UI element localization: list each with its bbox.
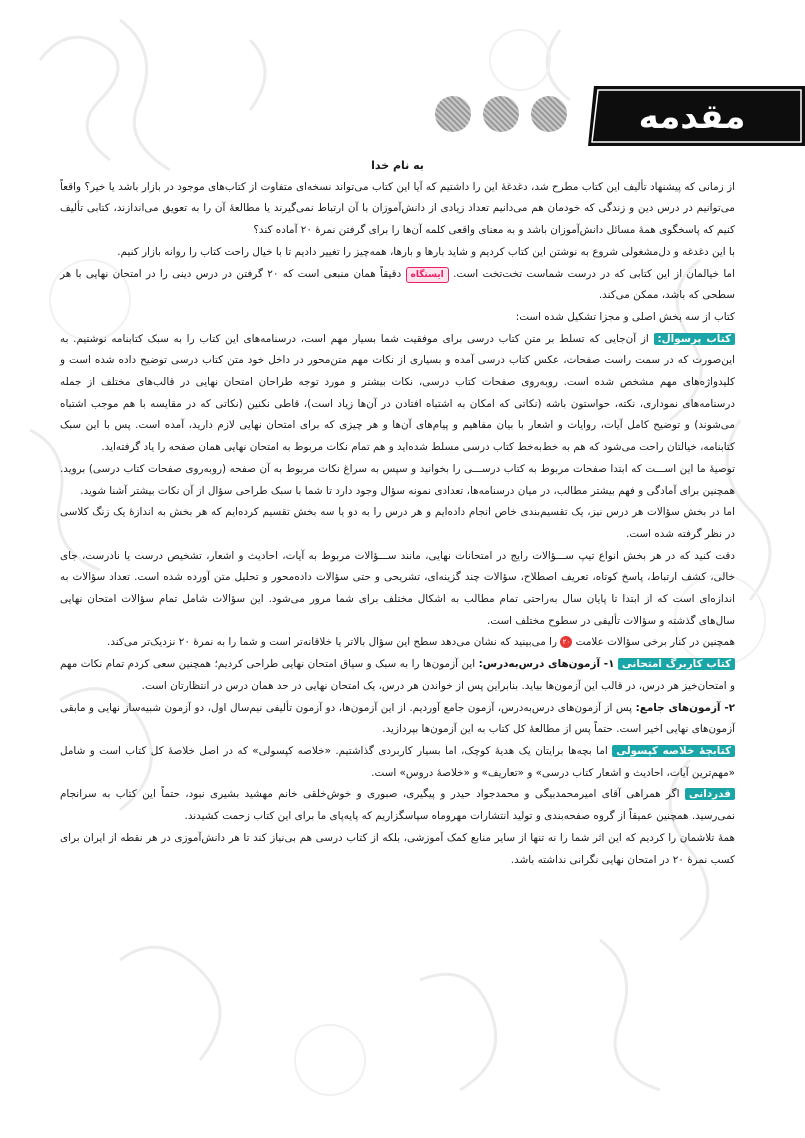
- dot: [483, 96, 519, 132]
- text: از آن‌جایی که تسلط بر متن کتاب درسی برای موفقیت شما بسیار مهم است، درسنامه‌های این کتاب را به سبک کتابنامه نوشتیم. به این‌صورت که در سمت راست صفحات، عکس کتاب درسی آمده و بسیاری از نکات مهم متن‌محور در داخل خود متن کتاب درسی توضیح داده شده است و کلیدواژه‌های مهم مشخص شده است. روبه‌روی صفحات کتاب درسی، نکات بیشتر و مورد توجه طراحان امتحان نهایی در قالب‌های مختلف از جمله درسنامه‌های نموداری، نکته، حواستون باشه (نکاتی که امکان به اشتباه افتادن در آن‌ها زیاد است)، قاطی نکنین (نکاتی که در مقایسه با هم موجب اشتباه می‌شوند) و توضیح کامل آیات، روایات و اشعار با بیان مفاهیم و پیام‌های آن‌ها و هر چیزی که برای امتحان نهایی لازم دارید، آمده است. پس با این سبک کتابنامه، خیالتان راحت می‌شود که هم به خط‌به‌خط کتاب درسی مسلط شده‌اید و هم تمام نکات مربوط به امتحان نهایی همان صفحه را یاد گرفته‌اید.: [60, 332, 735, 454]
- section-tag: کتابچهٔ خلاصه کپسولی: [612, 745, 735, 757]
- paragraph: از زمانی که پیشنهاد تألیف این کتاب مطرح شد، دغدغهٔ این را داشتیم که آیا این کتاب می‌تواند نسخه‌ای متفاوت از کتاب‌های موجود در بازار باشد یا خیر؟ واقعاً می‌توانیم در درس دین و زندگی که خودمان هم می‌دانیم تعداد زیادی از دانش‌آموزان با آن ارتباط نمی‌گیرند یا مطالعهٔ آن را به تعویق می‌اندازند، کتابی تألیف کنیم که پاسخگوی همهٔ مسائل دانش‌آموزان باشد و به معنای واقعی کلمه آن‌ها را برای گرفتن نمرهٔ ۲۰ آماده کند؟: [60, 180, 735, 237]
- section-tag: کتاب پرسوال:: [654, 333, 736, 345]
- dot: [531, 96, 567, 132]
- title-banner: [580, 82, 805, 150]
- decorative-dots: [435, 96, 585, 132]
- text: همچنین در کنار برخی سؤالات علامت: [575, 636, 735, 649]
- dot: [435, 96, 471, 132]
- paragraph: [60, 698, 735, 741]
- paragraph: [60, 264, 735, 307]
- paragraph: [60, 632, 735, 654]
- text: را می‌بینید که نشان می‌دهد سطح این سؤال بالاتر یا خلاقانه‌تر است و شما را به نمرهٔ ۲۰ نزدیک‌تر می‌کند.: [107, 636, 558, 649]
- document-body: [60, 155, 735, 871]
- bismillah: به نام خدا: [371, 159, 424, 172]
- text: اگر همراهی آقای امیرمحمدبیگی و محمدجواد حیدر و پیگیری، صبوری و خوش‌خلقی خانم مهشید بشیری نبود، حتماً این کتاب به سرانجام نمی‌رسید. همچنین عمیقاً از گروه صفحه‌بندی و تولید انتشارات مهروماه سپاسگزاریم که پایه‌پای ما برای این کتاب زحمت کشیدند.: [60, 788, 735, 823]
- section-paragraph: [60, 654, 735, 697]
- section-paragraph: [60, 329, 735, 459]
- brand-logo: ایستگاه: [406, 267, 449, 283]
- text: دقیقاً همان منبعی است که ۲۰ گرفتن در درس دینی را در امتحان نهایی با هر سطحی که باشد، ممکن می‌کند.: [60, 267, 735, 302]
- item-title: ۲- آزمون‌های جامع:: [635, 701, 735, 714]
- paragraph: دقت کنید که در هر بخش انواع تیپ ســـؤالات رایج در امتحانات نهایی، مانند ســـؤالات مربوط به آیات، احادیث و اشعار، تشخیص درست یا نادرست، جای خالی، کشف ارتباط، پاسخ کوتاه، تعریف اصطلاح، سؤالات چند گزینه‌ای، تشریحی و حتی سؤالات داده‌محور و تحلیل متن آورده شده است. تعداد سؤالات به اندازه‌ای است که از ابتدا تا پایان سال به‌راحتی تمام مطالب به اشکال مختلف برای شما مرور می‌شود. این سؤالات شامل تمام سؤالات امتحان نهایی سال‌های گذشته و سؤالات تألیفی در سطوح مختلف است.: [60, 549, 735, 627]
- section-paragraph: [60, 784, 735, 827]
- paragraph: کتاب از سه بخش اصلی و مجزا تشکیل شده است:: [515, 310, 735, 323]
- paragraph: همهٔ تلاشمان را کردیم که این اثر شما را نه تنها از سایر منابع کمک آموزشی، بلکه از کتاب درسی هم بی‌نیاز کند تا هر دانش‌آموزی در هر نقطه از ایران برای کسب نمرهٔ ۲۰ در امتحان نهایی نگرانی نداشته باشد.: [60, 831, 735, 866]
- section-tag: قدردانی: [685, 788, 735, 800]
- section-tag: کتاب کاربرگ امتحانی: [618, 658, 735, 670]
- section-paragraph: [60, 741, 735, 784]
- paragraph: با این دغدغه و دل‌مشغولی شروع به نوشتن این کتاب کردیم و شاید بارها و بارها، همه‌چیز را تغییر دادیم تا با خیال راحت کتاب را روانه بازار کنیم.: [117, 245, 735, 258]
- text: اما خیالمان از این کتابی که در درست شماست تخت‌تخت است.: [453, 267, 736, 280]
- paragraph: توصیهٔ ما این اســـت که ابتدا صفحات مربوط به کتاب درســـی را بخوانید و سپس به سراغ نکات مربوط به آن صفحه (روبه‌روی صفحات کتاب درسی) بروید. همچنین برای آمادگی و فهم بیشتر مطالب، در میان درسنامه‌ها، تعدادی نمونه سؤال وجود دارد تا شما با سبک طراحی سؤال از آن نکات بیشتر آشنا شوید.: [60, 462, 735, 497]
- page-title: مقدمه: [638, 97, 746, 137]
- paragraph: اما در بخش سؤالات هر درس نیز، یک تقسیم‌بندی خاص انجام داده‌ایم و هر درس را به دو یا سه بخش تقسیم کرده‌ایم که هر بخش به اندازهٔ یک زنگ کلاسی در نظر گرفته شده است.: [60, 506, 735, 540]
- item-title: ۱- آزمون‌های درس‌به‌درس:: [478, 658, 615, 671]
- text: این آزمون‌ها را به سبک و سیاق امتحان نهایی طراحی کردیم؛ همچنین سعی کردم تمام نکات مهم و امتحان‌خیز هر درس، در قالب این آزمون‌ها بیاید. بنابراین پس از خواندن هر درس، یک امتحان نهایی در حد همان درس در انتظارتان است.: [60, 658, 735, 692]
- text: اما بچه‌ها برایتان یک هدیهٔ کوچک، اما بسیار کاربردی گذاشتیم. «خلاصه کپسولی» که در اصل خلاصهٔ کل کتاب است و شامل «مهم‌ترین آیات، احادیث و اشعار کتاب درسی» و «تعاریف» و «خلاصهٔ دروس» است.: [60, 744, 735, 779]
- level-20-badge-icon: ۲۰: [560, 636, 572, 648]
- text: پس از آزمون‌های درس‌به‌درس، آزمون جامع آوردیم. از این آزمون‌ها، دو آزمون تألیفی نیم‌سال اول، دو آزمون شبیه‌ساز نهایی و مابقی آزمون‌های نهایی اخیر است. حتماً پس از مطالعهٔ کل کتاب به این آزمون‌ها بپردازید.: [60, 701, 735, 736]
